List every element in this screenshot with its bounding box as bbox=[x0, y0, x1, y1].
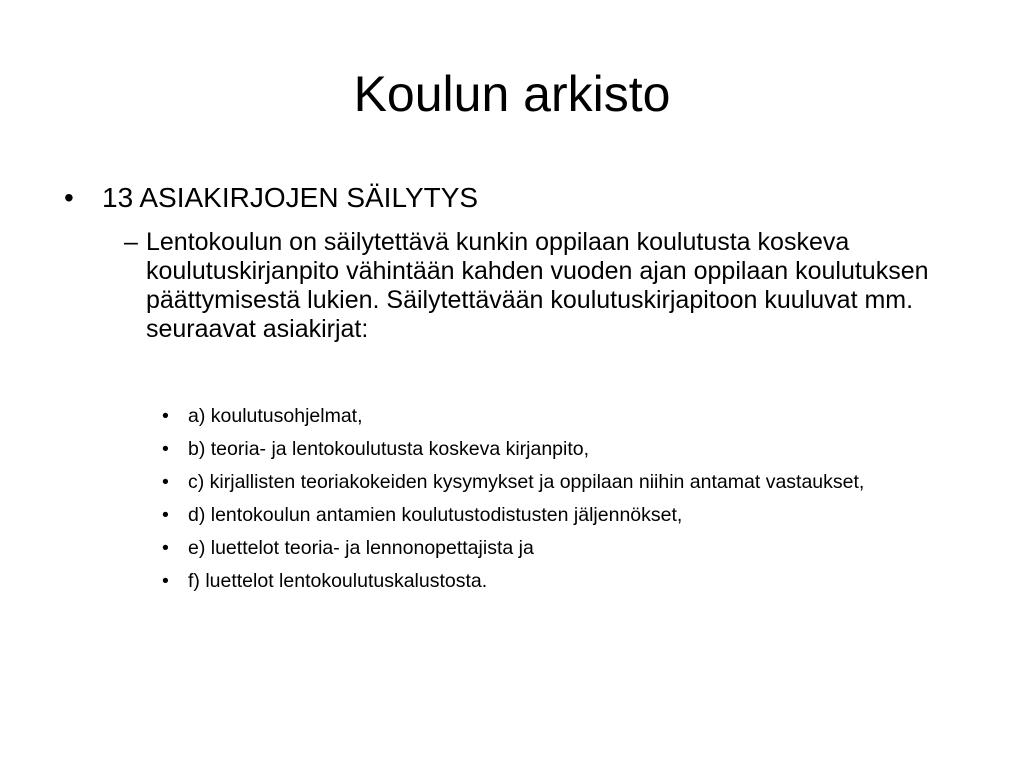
sub-paragraph-text: Lentokoulun on säilytettävä kunkin oppilaan koulutusta koskeva koulutuskirjanpito vähintään kahden vuoden ajan oppilaan koulutuksen päättymisestä lukien. Säilytettävään koulutuskirjapitoon kuuluvat mm. seuraavat asiakirjat: bbox=[146, 228, 929, 343]
bullet-icon: • bbox=[162, 405, 169, 427]
document-list bbox=[162, 404, 982, 602]
bullet-icon: • bbox=[162, 438, 169, 460]
list-item bbox=[162, 437, 982, 461]
list-item bbox=[162, 569, 982, 593]
list-item-text: c) kirjallisten teoriakokeiden kysymykset ja oppilaan niihin antamat vastaukset, bbox=[188, 471, 865, 493]
bullet-icon: • bbox=[162, 471, 169, 493]
list-item-text: d) lentokoulun antamien koulutustodistusten jäljennökset, bbox=[188, 504, 683, 526]
bullet-icon: • bbox=[64, 182, 74, 213]
list-item bbox=[162, 470, 982, 494]
list-item-text: b) teoria- ja lentokoulutusta koskeva kirjanpito, bbox=[188, 438, 590, 460]
slide-title: Koulun arkisto bbox=[353, 66, 671, 122]
list-item-text: f) luettelot lentokoulutuskalustosta. bbox=[188, 570, 488, 592]
dash-icon: – bbox=[124, 228, 138, 256]
list-item bbox=[162, 536, 982, 560]
bullet-icon: • bbox=[162, 570, 169, 592]
bullet-icon: • bbox=[162, 504, 169, 526]
list-item bbox=[162, 404, 982, 428]
sub-paragraph bbox=[124, 228, 964, 344]
section-heading-text: 13 ASIAKIRJOJEN SÄILYTYS bbox=[102, 182, 479, 213]
bullet-icon: • bbox=[162, 537, 169, 559]
list-item bbox=[162, 503, 982, 527]
list-item-text: a) koulutusohjelmat, bbox=[188, 405, 363, 427]
list-item-text: e) luettelot teoria- ja lennonopettajista ja bbox=[188, 537, 534, 559]
